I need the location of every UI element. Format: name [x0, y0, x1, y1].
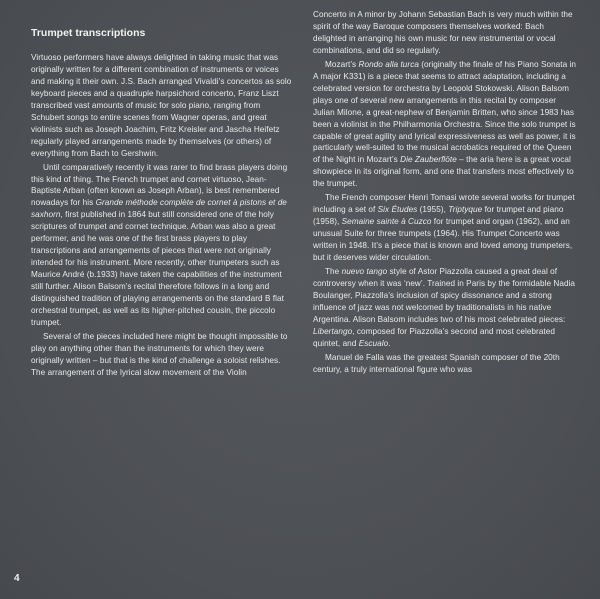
left-paragraph-2: Until comparatively recently it was rarer to find brass players doing this kind of thing. The French trumpet and cornet virtuoso, Jean-Baptiste Arban (often known as Joseph Arban), is best remembered nowadays for his Grande méthode complète de cornet à pistons et de saxhorn, first published in 1864 but still considered one of the holy scriptures of trumpet and cornet technique. Arban was also a great performer, and he was one of the first brass players to play transcriptions and arrangements of pieces that were not originally intended for his instrument. More recently, other trumpeters such as Maurice André (b.1933) have taken the capabilities of the instrument still further. Alison Balsom’s recital therefore follows in a long and distinguished tradition of playing arrangements on the standard B flat orchestral trumpet, as well as its higher-pitched cousin, the piccolo trumpet.: [31, 162, 288, 327]
right-column: [313, 9, 578, 378]
right-paragraph-3: The French composer Henri Tomasi wrote several works for trumpet including a set of Six Études (1955), Triptyque for trumpet and piano (1958), Semaine sainte à Cuzco for trumpet and organ (1962), and an unusual Suite for three trumpets (1964). His Trumpet Concerto was written in 1948. It’s a piece that is known and loved among trumpeters, but it deserves wider circulation.: [313, 193, 575, 263]
right-paragraph-1: Concerto in A minor by Johann Sebastian Bach is very much within the spirit of the way Baroque composers themselves worked: Bach delighted in arranging his own music for new instrumental or vocal combinations, and did so regularly.: [313, 10, 573, 55]
right-paragraph-5: Manuel de Falla was the greatest Spanish composer of the 20th century, a truly international figure who was: [313, 352, 560, 374]
page-title: Trumpet transcriptions: [31, 27, 146, 39]
page-number: 4: [14, 573, 20, 584]
right-paragraph-2: Mozart’s Rondo alla turca (originally the finale of his Piano Sonata in A major K331) is a piece that seems to attract adaptation, including a celebrated version for orchestra by Leopold Stokowski. Alison Balsom plays one of several new arrangements in this recital by composer Julian Milone, a great-nephew of Benjamin Britten, who since 1983 has been a violinist in the Philharmonia Orchestra. Since the solo trumpet is capable of great agility and lyrical expressiveness as well as power, it is particularly well-suited to the musical acrobatics required of the Queen of the Night in Mozart’s Die Zauberflöte – the aria here is a great vocal showpiece in its original form, and one that transfers most effectively to the trumpet.: [313, 59, 576, 189]
right-paragraph-4: The nuevo tango style of Astor Piazzolla caused a great deal of controversy when it was ‘new’. Trained in Paris by the formidable Nadia Boulanger, Piazzolla’s inclusion of spicy dissonance and a strong influence of jazz was not welcomed by traditionalists in his native Argentina. Alison Balsom includes two of his most celebrated pieces: Libertango, composed for Piazzolla’s second and most celebrated quintet, and Escualo.: [313, 267, 576, 348]
left-column: [31, 52, 293, 381]
left-paragraph-1: Virtuoso performers have always delighted in taking music that was originally written for a different combination of instruments or voices and making it their own. J.S. Bach arranged Vivaldi’s concertos as solo keyboard pieces and a quadruple harpsichord concerto, Franz Liszt transcribed vast amounts of music for solo piano, ranging from Schubert songs to entire scenes from Wagner operas, and great violinists such as Joseph Joachim, Fritz Kreisler and Jascha Heifetz regularly played arrangements made by themselves (or others) of everything from Bach to Gershwin.: [31, 53, 292, 158]
left-paragraph-3: Several of the pieces included here might be thought impossible to play on anything other than the instruments for which they were originally written – but that is the kind of challenge a soloist relishes. The arrangement of the lyrical slow movement of the Violin: [31, 331, 288, 377]
